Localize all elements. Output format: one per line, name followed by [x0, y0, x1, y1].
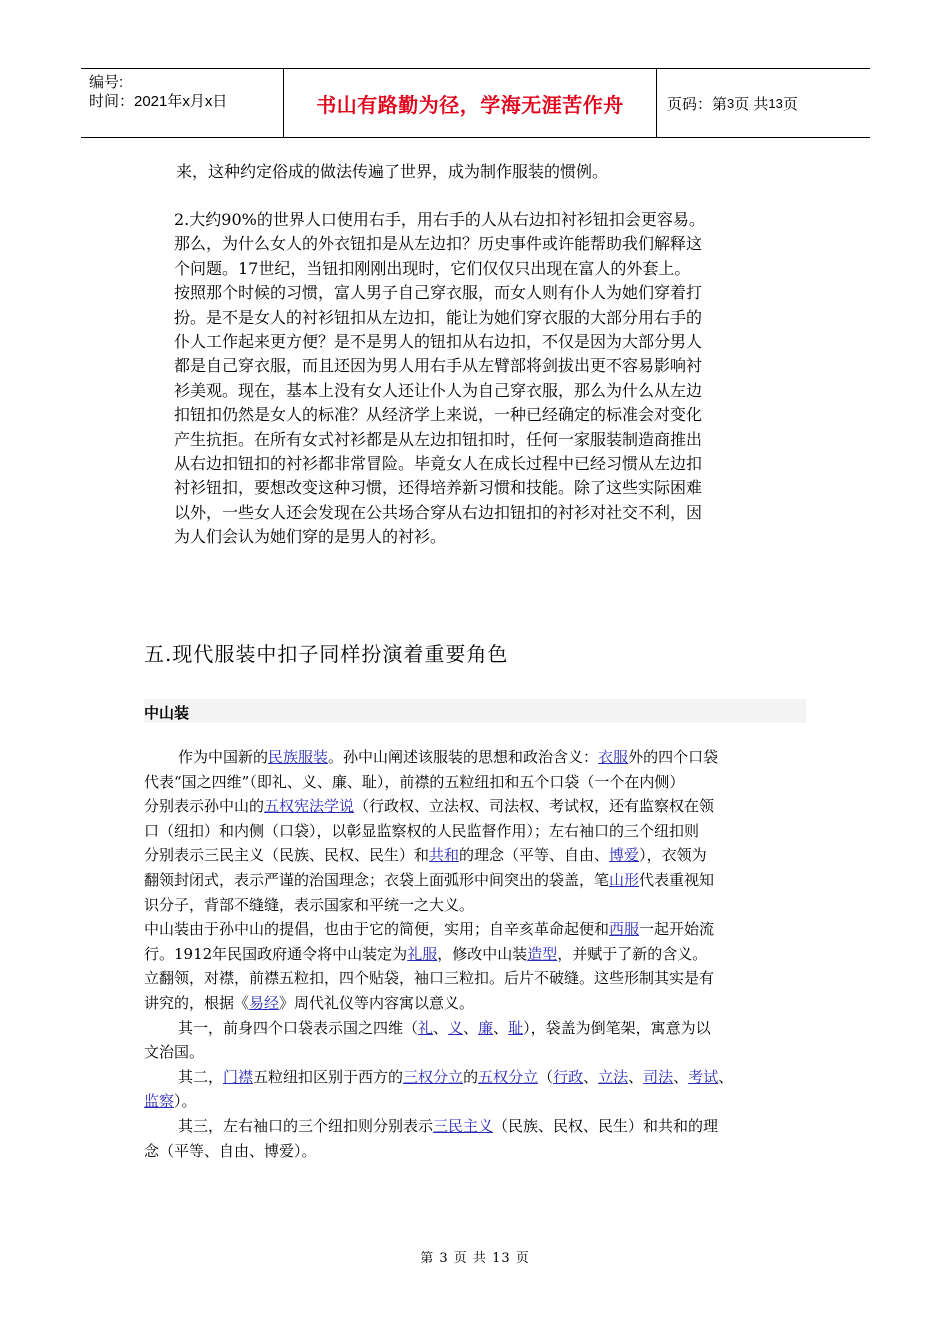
link-fraternity[interactable]: 博爱: [609, 846, 640, 865]
header-page-info: [657, 69, 870, 137]
text-run: 、: [493, 1018, 509, 1037]
footer-page-total: 13: [492, 1251, 511, 1266]
link-placket[interactable]: 门襟: [223, 1067, 254, 1086]
text-run: 作为中国新的: [178, 748, 269, 766]
text-run: 其三，左右袖口的三个纽扣则分别表示: [178, 1116, 434, 1135]
text-run: （民族、民权、民生）和共和的理: [493, 1116, 719, 1135]
doc-time-label: 时间：2021年x月x日: [89, 93, 228, 110]
text-run: 》周代礼仪等内容寓以意义。: [279, 993, 475, 1012]
page-header: [81, 68, 870, 138]
link-three-principles[interactable]: 三民主义: [433, 1116, 494, 1135]
link-national-costume[interactable]: 民族服装: [268, 748, 329, 766]
paragraph-line: 产生抗拒。在所有女式衬衫都是从左边扣钮扣时，任何一家服装制造商推出: [174, 429, 703, 449]
footer-text: 页: [515, 1251, 530, 1266]
header-meta: [81, 69, 283, 137]
text-run: 、: [433, 1018, 449, 1037]
paragraph-line: 按照那个时候的习惯，富人男子自己穿衣服，而女人则有仆人为她们穿着打: [174, 283, 703, 303]
paragraph-line: 2.大约90%的世界人口使用右手，用右手的人从右边扣衬衫钮扣会更容易。: [174, 210, 705, 229]
text-run: 、: [463, 1018, 479, 1037]
paragraph-line: 代表“国之四维”（即礼、义、廉、耻），前襟的五粒纽扣和五个口袋（一个在内侧）: [144, 772, 685, 791]
text-run: 其二，: [178, 1067, 224, 1086]
text-run: ），衣领为: [639, 846, 707, 865]
paragraph-line: 以外，一些女人还会发现在公共场合穿从右边扣钮扣的衬衫对社交不利，因: [174, 502, 703, 522]
text-run: （: [538, 1067, 554, 1086]
text-run: 。孙中山阐述该服装的思想和政治含义：: [328, 748, 599, 766]
page-number: 3: [727, 95, 735, 111]
text-run: （行政权、立法权、司法权、考试权，还有监察权在领: [354, 797, 715, 816]
paragraph-line: 念（平等、自由、博爱）。: [144, 1141, 317, 1160]
paragraph-line: 都是自己穿衣服，而且还因为男人用右手从左臂部将剑拔出更不容易影响衬: [174, 356, 703, 376]
text-run: 、: [673, 1067, 689, 1086]
text-run: 、: [583, 1067, 599, 1086]
paragraph-line: 口（纽扣）和内侧（口袋），以彰显监察权的人民监督作用）；左右袖口的三个纽扣则: [144, 821, 700, 840]
paragraph-line: 衬衫钮扣，要想改变这种习惯，还得培养新习惯和技能。除了这些实际困难: [174, 478, 703, 498]
text-run: 行。1912年民国政府通令将中山装定为: [144, 944, 408, 963]
text-run: 五粒纽扣区别于西方的: [253, 1067, 404, 1086]
link-yi[interactable]: 义: [448, 1018, 464, 1037]
paragraph-line: [144, 917, 814, 942]
text-run: 中山装由于孙中山的提倡，也由于它的简便，实用；自辛亥革命起便和: [144, 920, 610, 939]
text-run: 讲究的，根据《: [144, 993, 250, 1012]
text-run: 代表重视知: [639, 870, 715, 889]
paragraph-line: [144, 868, 814, 893]
footer-text: 页 共: [453, 1251, 487, 1266]
page-total: 13: [768, 95, 783, 111]
zhongshan-body: [144, 745, 814, 1163]
continuation-paragraph: 来，这种约定俗成的做法传遍了世界，成为制作服装的惯例。: [176, 162, 609, 181]
link-mountain-shape[interactable]: 山形: [609, 870, 640, 889]
paragraph-line: [144, 794, 814, 819]
text-run: 分别表示三民主义（民族、民权、民生）和: [144, 846, 430, 865]
link-formal-dress[interactable]: 礼服: [407, 944, 438, 963]
link-five-powers[interactable]: 五权分立: [478, 1067, 539, 1086]
paragraph-line: 从右边扣钮扣的衬衫都非常冒险。毕竟女人在成长过程中已经习惯从左边扣: [174, 454, 703, 474]
paragraph-line: [144, 1089, 814, 1114]
page-end: 页: [782, 95, 798, 113]
section-heading: 五.现代服装中扣子同样扮演着重要角色: [144, 642, 509, 666]
text-run: 外的四个口袋: [628, 748, 719, 766]
footer-page-number: 3: [439, 1251, 449, 1266]
subheading-bar: [144, 699, 806, 723]
link-executive[interactable]: 行政: [553, 1067, 584, 1086]
link-yijing[interactable]: 易经: [249, 993, 280, 1012]
paragraph-line: 仆人工作起来更方便？是不是男人的钮扣从右边扣，不仅是因为大部分男人: [174, 332, 703, 352]
paragraph-line: [144, 1114, 814, 1139]
paragraph-line: [144, 1065, 814, 1090]
text-run: 其一，前身四个口袋表示国之四维（: [178, 1018, 419, 1037]
page-footer: [0, 1247, 950, 1266]
link-legislative[interactable]: 立法: [598, 1067, 629, 1086]
link-republic[interactable]: 共和: [429, 846, 460, 865]
text-run: 一起开始流: [639, 920, 715, 939]
paragraph-line: 文治国。: [144, 1043, 205, 1062]
text-run: 的: [463, 1067, 479, 1086]
text-run: ），袋盖为倒笔架，寓意为以: [523, 1018, 711, 1037]
reason-two-paragraph: [174, 208, 814, 550]
paragraph-line: [144, 942, 814, 967]
header-motto: 书山有路勤为径，学海无涯苦作舟: [316, 92, 624, 117]
page-mid: 页 共: [734, 95, 769, 113]
paragraph-line: 个问题。17世纪，当钮扣刚刚出现时，它们仅仅只出现在富人的外套上。: [174, 258, 691, 278]
link-western-suit[interactable]: 西服: [609, 920, 640, 939]
link-judicial[interactable]: 司法: [643, 1067, 674, 1086]
paragraph-line: [144, 843, 814, 868]
text-run: 的理念（平等、自由、: [459, 846, 610, 865]
text-run: ）。: [174, 1092, 197, 1111]
paragraph-line: [144, 991, 814, 1016]
link-chi[interactable]: 耻: [508, 1018, 524, 1037]
text-run: ，并赋于了新的含义。: [557, 944, 708, 963]
doc-code-label: 编号:: [89, 74, 124, 91]
paragraph-line: 识分子，背部不缝缝，表示国家和平统一之大义。: [144, 895, 475, 914]
link-examination[interactable]: 考试: [688, 1067, 719, 1086]
footer-text: 第: [420, 1251, 435, 1266]
paragraph-line: 那么，为什么女人的外衣钮扣是从左边扣？历史事件或许能帮助我们解释这: [174, 234, 703, 254]
link-li[interactable]: 礼: [418, 1018, 434, 1037]
link-lian[interactable]: 廉: [478, 1018, 494, 1037]
header-motto-cell: [283, 69, 657, 137]
page-label: 页码：第: [667, 95, 728, 113]
text-run: 翻领封闭式，表示严谨的治国理念；衣袋上面弧形中间突出的袋盖，笔: [144, 870, 610, 889]
paragraph-line: 扮。是不是女人的衬衫钮扣从左边扣，能让为她们穿衣服的大部分用右手的: [174, 307, 703, 327]
link-control[interactable]: 监察: [144, 1092, 175, 1111]
paragraph-line: 扣钮扣仍然是女人的标准？从经济学上来说，一种已经确定的标准会对变化: [174, 405, 703, 425]
text-run: 、: [718, 1067, 734, 1086]
link-styling[interactable]: 造型: [527, 944, 558, 963]
paragraph-line: 立翻领，对襟，前襟五粒扣，四个贴袋，袖口三粒扣。后片不破缝。这些形制其实是有: [144, 969, 715, 988]
paragraph-line: [144, 1016, 814, 1041]
paragraph-line: 衫美观。现在，基本上没有女人还让仆人为自己穿衣服，那么为什么从左边: [174, 380, 703, 400]
paragraph-line: 为人们会认为她们穿的是男人的衬衫。: [174, 527, 447, 547]
text-run: 分别表示孙中山的: [144, 797, 265, 816]
subheading-zhongshan: 中山装: [144, 704, 190, 722]
link-three-powers[interactable]: 三权分立: [403, 1067, 464, 1086]
text-run: 、: [628, 1067, 644, 1086]
paragraph-line: [144, 745, 814, 770]
text-run: ，修改中山装: [437, 944, 528, 963]
link-clothing[interactable]: 衣服: [598, 748, 629, 766]
link-five-power-constitution[interactable]: 五权宪法学说: [264, 797, 355, 816]
